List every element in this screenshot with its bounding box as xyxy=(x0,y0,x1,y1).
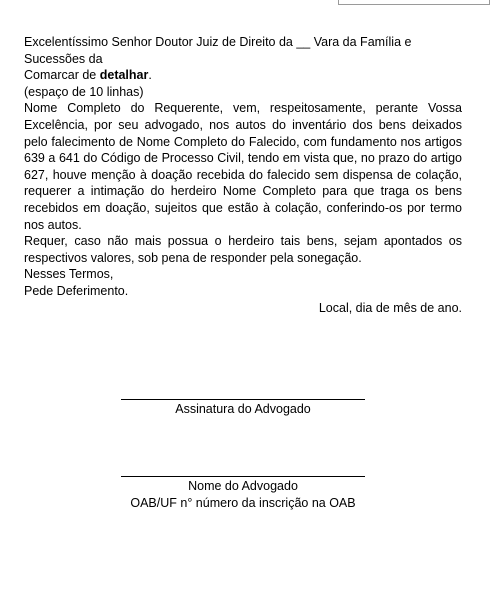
closing-request: Pede Deferimento. xyxy=(24,283,129,298)
closing-terms: Nesses Termos, xyxy=(24,267,114,282)
address-line2-prefix: Comarcar de xyxy=(24,68,100,83)
signature-line xyxy=(121,399,365,400)
signature-label: Assinatura do Advogado xyxy=(175,402,311,416)
court-address xyxy=(24,34,462,84)
oab-number: OAB/UF n° número da inscrição na OAB xyxy=(130,495,356,510)
lawyer-name: Nome do Advogado xyxy=(188,479,298,493)
body-paragraph-1: Nome Completo do Requerente, vem, respeitosamente, perante Vossa Excelência, por seu advogado, nos autos do inventário dos bens deixados pelo falecimento de Nome Completo do Falecido, com fundamento nos artigos 639 a 641 do Código de Processo Civil, tendo em vista que, no prazo do artigo 627, houve menção à doação recebida do falecido sem dispensa de colação, requerer a intimação do herdeiro Nome Completo para que traga os bens recebidos em doação, sujeitos que estão à colação, conferindo-os por termo nos autos. xyxy=(24,101,462,232)
signature-block-1 xyxy=(121,399,365,418)
space-note: (espaço de 10 linhas) xyxy=(24,84,144,99)
signature-line xyxy=(121,476,365,477)
signature-block-2 xyxy=(121,476,365,511)
petition-document xyxy=(24,34,462,316)
address-line1: Excelentíssimo Senhor Doutor Juiz de Direito da __ Vara da Família e Sucessões da xyxy=(24,35,412,66)
top-input-box xyxy=(338,0,490,5)
address-line2-bold: detalhar xyxy=(99,68,149,83)
place-date: Local, dia de mês de ano. xyxy=(318,300,462,315)
address-line2-suffix: . xyxy=(148,68,152,83)
body-paragraph-2: Requer, caso não mais possua o herdeiro tais bens, sejam apontados os respectivos valores, sob pena de responder pela sonegação. xyxy=(24,234,462,265)
